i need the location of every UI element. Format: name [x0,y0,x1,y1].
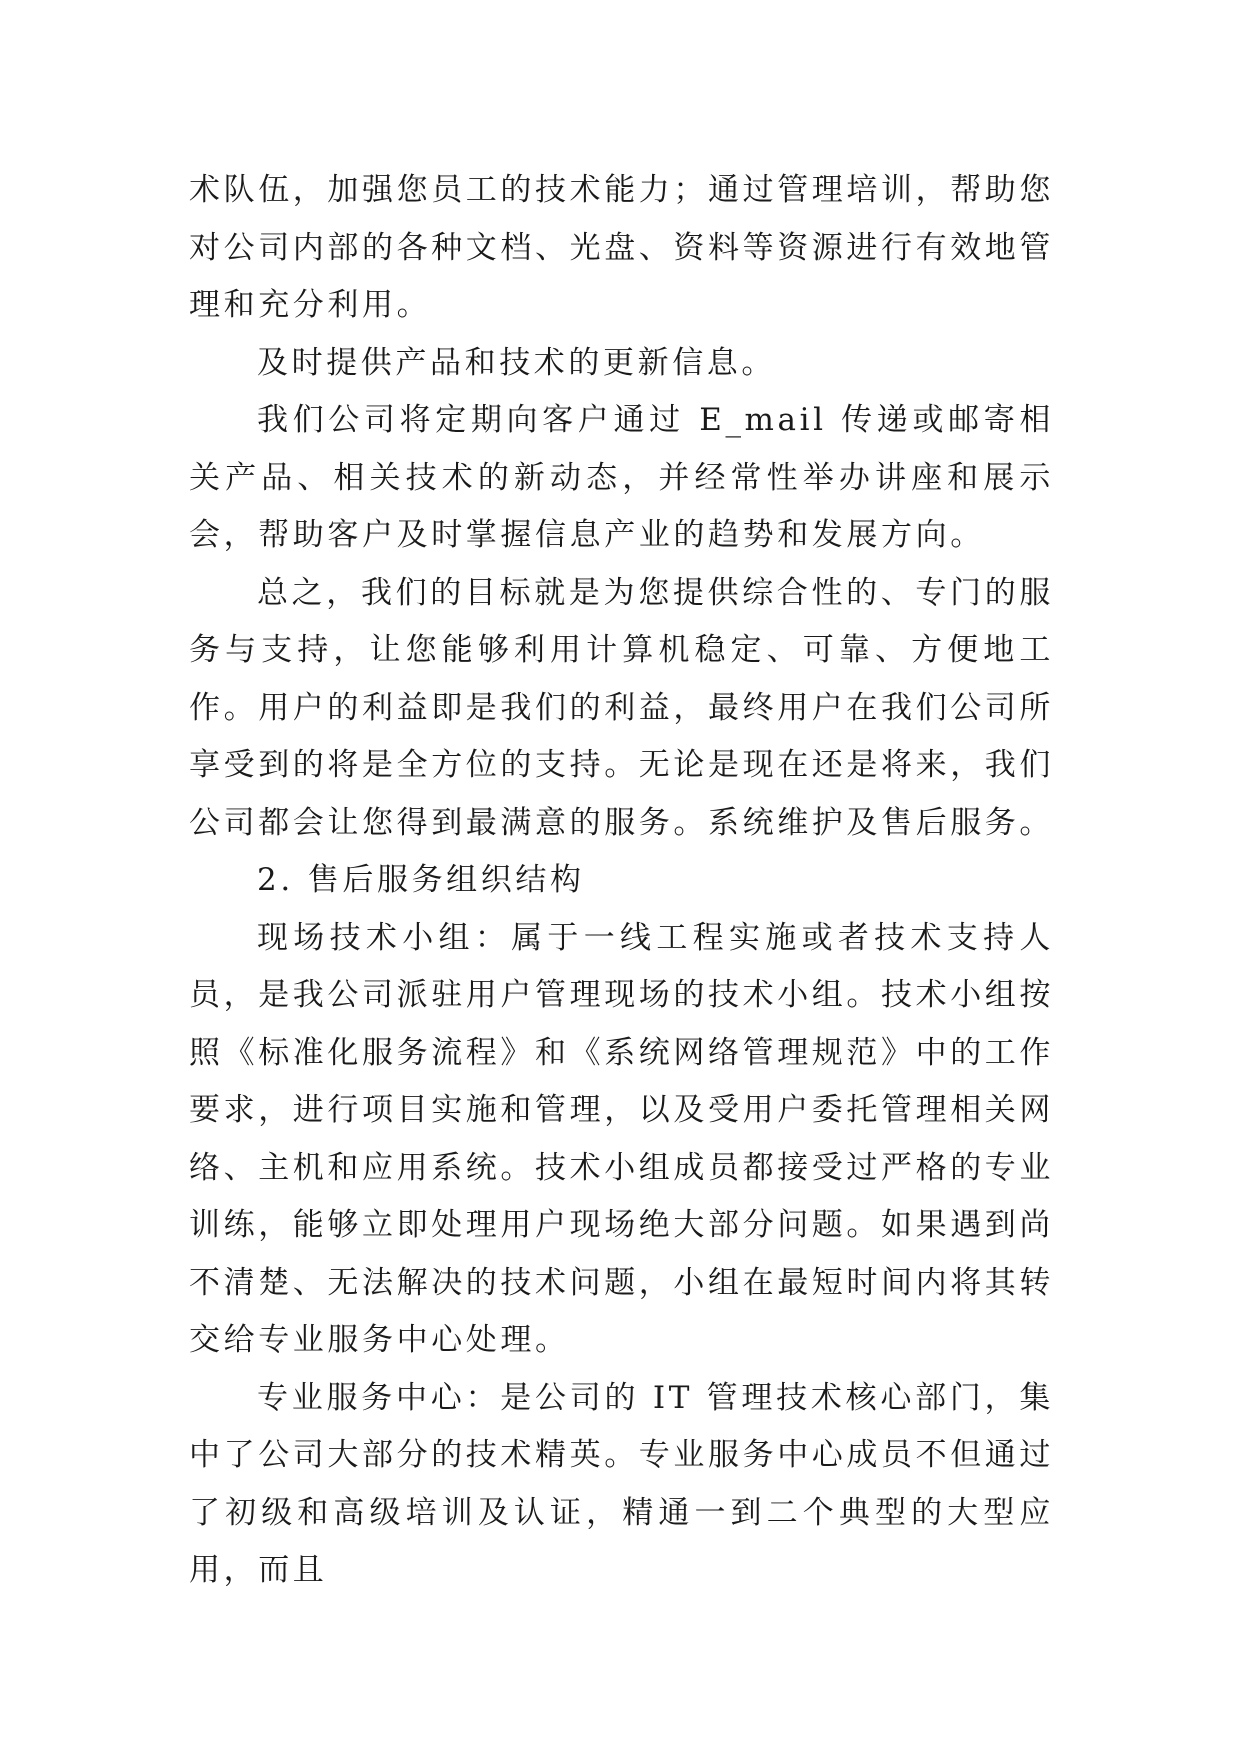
section-heading [189,852,1054,910]
paragraph-summary: 总之，我们的目标就是为您提供综合性的、专门的服务与支持，让您能够利用计算机稳定、可靠、方便地工作。用户的利益即是我们的利益，最终用户在我们公司所享受到的将是全方位的支持。无论是现在还是将来，我们公司都会让您得到最满意的服务。系统维护及售后服务。 [189,574,1054,841]
paragraph-update-info-heading: 及时提供产品和技术的更新信息。 [257,344,776,381]
paragraph-email-updates: 我们公司将定期向客户通过 E_mail 传递或邮寄相关产品、相关技术的新动态，并经常性举办讲座和展示会，帮助客户及时掌握信息产业的趋势和发展方向。 [189,402,1054,553]
document-body [189,162,1054,1600]
paragraph-onsite-team: 现场技术小组：属于一线工程实施或者技术支持人员，是我公司派驻用户管理现场的技术小组。技术小组按照《标准化服务流程》和《系统网络管理规范》中的工作要求，进行项目实施和管理，以及受用户委托管理相关网络、主机和应用系统。技术小组成员都接受过严格的专业训练，能够立即处理用户现场绝大部分问题。如果遇到尚不清楚、无法解决的技术问题，小组在最短时间内将其转交给专业服务中心处理。 [189,919,1054,1358]
section-number: 2. [257,862,294,898]
section-title: 售后服务组织结构 [307,862,585,898]
paragraph-service-center: 专业服务中心：是公司的 IT 管理技术核心部门，集中了公司大部分的技术精英。专业服务中心成员不但通过了初级和高级培训及认证，精通一到二个典型的大型应用，而且 [189,1379,1054,1588]
paragraph-continued-training: 术队伍，加强您员工的技术能力；通过管理培训，帮助您对公司内部的各种文档、光盘、资料等资源进行有效地管理和充分利用。 [189,172,1054,323]
